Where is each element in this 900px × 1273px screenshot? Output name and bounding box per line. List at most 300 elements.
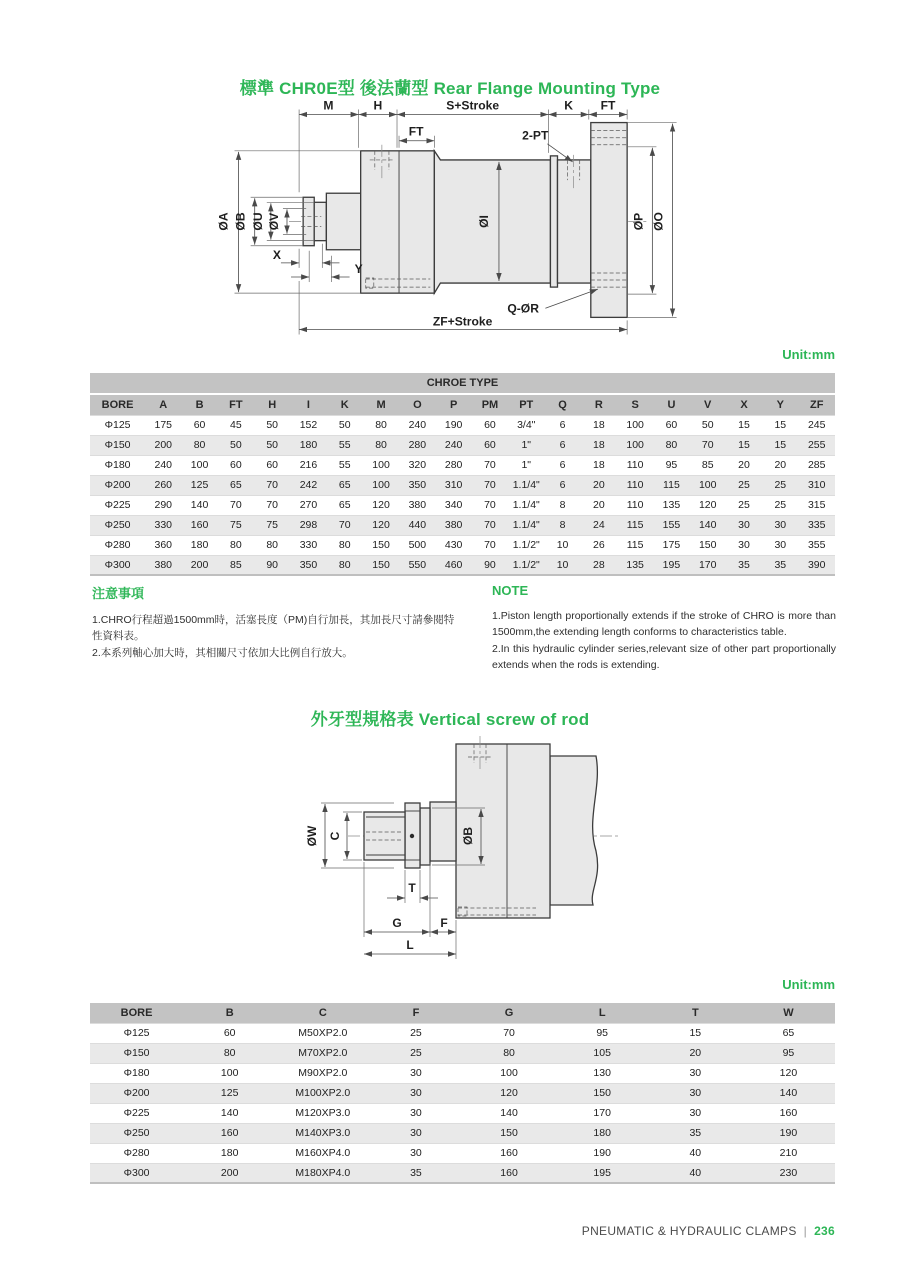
table-cell: 105	[556, 1043, 649, 1063]
dim-label-ov: ØV	[266, 212, 281, 231]
table-cell: 30	[762, 515, 798, 535]
notes-chinese	[92, 583, 464, 661]
table-cell: 35	[726, 555, 762, 575]
table-cell: Φ200	[90, 475, 145, 495]
dim-label-oo: ØO	[651, 212, 666, 231]
rear-flange	[591, 123, 627, 318]
dim-label-ob: ØB	[233, 212, 248, 231]
table-cell: 150	[556, 1083, 649, 1103]
table-cell: 60	[653, 415, 689, 435]
table-row	[90, 1143, 835, 1163]
dim-label-oa: ØA	[216, 212, 231, 231]
table-cell: 120	[363, 515, 399, 535]
column-header: V	[690, 395, 726, 415]
column-header: PT	[508, 395, 544, 415]
table-cell: 70	[472, 515, 508, 535]
table-row	[90, 1163, 835, 1183]
table-cell: 90	[472, 555, 508, 575]
table-cell: 60	[472, 415, 508, 435]
table-cell: 70	[218, 495, 254, 515]
table-cell: M180XP4.0	[276, 1163, 369, 1183]
table-cell: 240	[145, 455, 181, 475]
set-pin	[410, 834, 414, 838]
table-cell: 20	[762, 455, 798, 475]
footer-text: PNEUMATIC & HYDRAULIC CLAMPS	[581, 1224, 797, 1238]
column-header: M	[363, 395, 399, 415]
column-header: BORE	[90, 1003, 183, 1023]
table-cell: 1.1/2"	[508, 535, 544, 555]
dim-label-2pt: 2-PT	[522, 128, 549, 143]
column-header: C	[276, 1003, 369, 1023]
notes-chinese-line1: 1.CHRO行程超過1500mm時，活塞長度（PM)自行加長，其加長尺寸請參閱特性資料表。	[92, 614, 455, 643]
table-cell: 350	[290, 555, 326, 575]
table-cell: 298	[290, 515, 326, 535]
table-cell: 65	[742, 1023, 835, 1043]
table-cell: 26	[581, 535, 617, 555]
table-cell: 8	[544, 515, 580, 535]
table-cell: 100	[617, 435, 653, 455]
table-cell: 315	[798, 495, 835, 515]
table-cell: 25	[726, 475, 762, 495]
rod-step	[314, 202, 326, 240]
table-cell: 270	[290, 495, 326, 515]
cylinder-barrel	[550, 756, 598, 905]
table-cell: 280	[399, 435, 435, 455]
table-cell: 80	[218, 535, 254, 555]
table-cell: 10	[544, 555, 580, 575]
table-cell: 15	[762, 415, 798, 435]
table-cell: 35	[762, 555, 798, 575]
rod-screw-diagram	[290, 733, 650, 963]
table-cell: 50	[254, 415, 290, 435]
table-cell: 80	[327, 555, 363, 575]
dim-label-h: H	[373, 98, 383, 113]
screw-spec-table-section	[90, 1003, 835, 1184]
table-cell: 1"	[508, 435, 544, 455]
table-cell: Φ125	[90, 1023, 183, 1043]
table-cell: M90XP2.0	[276, 1063, 369, 1083]
table-cell: Φ180	[90, 1063, 183, 1083]
table-cell: 100	[363, 455, 399, 475]
rod-neck	[430, 802, 456, 861]
table-cell: 440	[399, 515, 435, 535]
dim-label-f: F	[440, 916, 448, 930]
table-cell: 1.1/4"	[508, 515, 544, 535]
table-cell: 135	[617, 555, 653, 575]
table-cell: 6	[544, 455, 580, 475]
table-cell: 25	[369, 1023, 462, 1043]
table-cell: 550	[399, 555, 435, 575]
table-cell: 390	[798, 555, 835, 575]
notes-english	[492, 583, 836, 673]
table-cell: 18	[581, 455, 617, 475]
column-header: O	[399, 395, 435, 415]
table-cell: 160	[183, 1123, 276, 1143]
table-cell: 65	[327, 495, 363, 515]
table-cell: 30	[369, 1083, 462, 1103]
table-header-row	[90, 1003, 835, 1023]
table-cell: Φ125	[90, 415, 145, 435]
notes-english-line1: 1.Piston length proportionally extends if the stroke of CHRO is more than 1500mm,the extending length conforms to characteristics table.	[492, 610, 836, 639]
table-cell: 50	[218, 435, 254, 455]
table-cell: 340	[436, 495, 472, 515]
dim-label-x: X	[272, 247, 281, 262]
table-cell: Φ250	[90, 1123, 183, 1143]
table-cell: 30	[649, 1103, 742, 1123]
table-cell: 30	[369, 1123, 462, 1143]
table-cell: 80	[463, 1043, 556, 1063]
table-cell: 115	[617, 515, 653, 535]
table-cell: 3/4"	[508, 415, 544, 435]
table-cell: 430	[436, 535, 472, 555]
table-cell: 380	[436, 515, 472, 535]
table-cell: 100	[363, 475, 399, 495]
table-cell: Φ150	[90, 435, 145, 455]
seal-ring	[550, 156, 557, 287]
table-cell: 70	[254, 495, 290, 515]
table-cell: 180	[556, 1123, 649, 1143]
table-cell: 110	[617, 475, 653, 495]
head-block	[361, 151, 435, 293]
table-cell: 60	[254, 455, 290, 475]
table-cell: 310	[436, 475, 472, 495]
rod-end-cap	[303, 197, 314, 245]
table-cell: 216	[290, 455, 326, 475]
table-cell: 240	[399, 415, 435, 435]
table-cell: 30	[369, 1063, 462, 1083]
table-cell: 6	[544, 435, 580, 455]
dim-label-qor: Q-ØR	[507, 301, 539, 316]
dim-label-ou: ØU	[250, 212, 265, 231]
table-cell: 30	[726, 515, 762, 535]
dim-label-ow: ØW	[305, 825, 319, 847]
table-cell: 35	[649, 1123, 742, 1143]
table-row	[90, 1103, 835, 1123]
dim-label-k: K	[564, 98, 573, 113]
table-cell: 6	[544, 415, 580, 435]
chroe-type-table-section	[90, 373, 835, 576]
notes-chinese-title: 注意事項	[92, 586, 145, 601]
table-cell: 85	[690, 455, 726, 475]
table-cell: 25	[762, 495, 798, 515]
table-row	[90, 1043, 835, 1063]
table-cell: 100	[181, 455, 217, 475]
column-header: R	[581, 395, 617, 415]
table-row	[90, 515, 835, 535]
table-cell: 30	[369, 1103, 462, 1123]
page-number: 236	[814, 1224, 835, 1238]
table-cell: 120	[463, 1083, 556, 1103]
column-header: H	[254, 395, 290, 415]
table-header-row	[90, 395, 835, 415]
table-cell: 100	[690, 475, 726, 495]
table-cell: 1"	[508, 455, 544, 475]
table-cell: 135	[653, 495, 689, 515]
table-cell: 130	[556, 1063, 649, 1083]
cylinder-body	[434, 151, 550, 293]
table-cell: 30	[369, 1143, 462, 1163]
rod-shoulder	[326, 193, 360, 250]
table-cell: 70	[472, 495, 508, 515]
notes-chinese-line2: 2.本系列軸心加大時，其相關尺寸依加大比例自行放大。	[92, 646, 353, 659]
table-row	[90, 415, 835, 435]
table-cell: 20	[581, 475, 617, 495]
column-header: FT	[218, 395, 254, 415]
table-cell: 100	[463, 1063, 556, 1083]
table-cell: 245	[798, 415, 835, 435]
table-row	[90, 1123, 835, 1143]
column-header: Y	[762, 395, 798, 415]
dim-label-ft-inner: FT	[408, 124, 424, 139]
table-cell: 1.1/4"	[508, 475, 544, 495]
table-cell: M70XP2.0	[276, 1043, 369, 1063]
page-footer	[582, 1224, 835, 1238]
table-cell: 1.1/2"	[508, 555, 544, 575]
column-header: U	[653, 395, 689, 415]
dim-label-t: T	[408, 881, 416, 895]
table-row	[90, 535, 835, 555]
section1-title: 標準 CHR0E型 後法蘭型 Rear Flange Mounting Type	[239, 79, 661, 98]
table-cell: 40	[649, 1143, 742, 1163]
table-cell: 100	[617, 415, 653, 435]
cylinder-section-diagram	[180, 98, 720, 348]
column-header: BORE	[90, 395, 145, 415]
table-cell: 190	[742, 1123, 835, 1143]
table-cell: 125	[181, 475, 217, 495]
table-cell: 115	[653, 475, 689, 495]
table-cell: 80	[181, 435, 217, 455]
table-cell: 115	[617, 535, 653, 555]
table-cell: 280	[436, 455, 472, 475]
table-cell: 90	[254, 555, 290, 575]
table-cell: 180	[290, 435, 326, 455]
table-cell: 60	[183, 1023, 276, 1043]
table-cell: 290	[145, 495, 181, 515]
table-cell: 360	[145, 535, 181, 555]
table-cell: 10	[544, 535, 580, 555]
table-cell: 70	[690, 435, 726, 455]
table-cell: 170	[690, 555, 726, 575]
table-cell: 330	[145, 515, 181, 535]
table-cell: 120	[690, 495, 726, 515]
table-cell: 80	[254, 535, 290, 555]
dim-label-oi: ØI	[476, 215, 491, 228]
table-cell: 210	[742, 1143, 835, 1163]
table-row	[90, 1063, 835, 1083]
table-cell: 55	[327, 455, 363, 475]
screw-spec-table	[90, 1003, 835, 1184]
table-cell: 355	[798, 535, 835, 555]
table-cell: 180	[183, 1143, 276, 1163]
table-cell: 20	[726, 455, 762, 475]
column-header: F	[369, 1003, 462, 1023]
column-header: I	[290, 395, 326, 415]
table-cell: 55	[327, 435, 363, 455]
column-header: PM	[472, 395, 508, 415]
section2-title: 外牙型規格表 Vertical screw of rod	[310, 710, 590, 729]
table-cell: 50	[690, 415, 726, 435]
column-header: K	[327, 395, 363, 415]
table-cell: 140	[463, 1103, 556, 1123]
table-cell: 70	[472, 475, 508, 495]
table-cell: 190	[556, 1143, 649, 1163]
dim-label-y: Y	[354, 261, 363, 276]
table-cell: 80	[653, 435, 689, 455]
table-cell: 80	[363, 435, 399, 455]
table1-title-band: CHROE TYPE	[90, 373, 835, 393]
table-cell: 100	[183, 1063, 276, 1083]
table-cell: 350	[399, 475, 435, 495]
table-cell: 60	[181, 415, 217, 435]
table-cell: 150	[363, 535, 399, 555]
table-cell: 30	[649, 1083, 742, 1103]
dim-label-op: ØP	[631, 212, 646, 231]
table-cell: 150	[463, 1123, 556, 1143]
table-cell: 45	[218, 415, 254, 435]
table-row	[90, 475, 835, 495]
table-cell: 8	[544, 495, 580, 515]
column-header: S	[617, 395, 653, 415]
table-cell: Φ300	[90, 555, 145, 575]
table-cell: Φ280	[90, 535, 145, 555]
dim-label-ob2: ØB	[461, 827, 475, 845]
table-cell: 140	[742, 1083, 835, 1103]
rod-screw-drawing	[290, 733, 650, 963]
table-cell: 175	[653, 535, 689, 555]
table-cell: 20	[649, 1043, 742, 1063]
table-cell: 65	[327, 475, 363, 495]
table-cell: 160	[742, 1103, 835, 1123]
table-cell: 40	[649, 1163, 742, 1183]
notes-english-title: NOTE	[492, 583, 529, 598]
unit-label-2: Unit:mm	[782, 977, 835, 992]
column-header: B	[183, 1003, 276, 1023]
threaded-end	[364, 812, 405, 860]
table-cell: 140	[690, 515, 726, 535]
table-cell: Φ280	[90, 1143, 183, 1163]
column-header: A	[145, 395, 181, 415]
table-row	[90, 1083, 835, 1103]
table-cell: 15	[762, 435, 798, 455]
table-row	[90, 1023, 835, 1043]
table-cell: 120	[363, 495, 399, 515]
table-cell: 80	[327, 535, 363, 555]
table-cell: 65	[218, 475, 254, 495]
column-header: T	[649, 1003, 742, 1023]
table-cell: Φ200	[90, 1083, 183, 1103]
table-cell: 150	[363, 555, 399, 575]
table-cell: 160	[463, 1143, 556, 1163]
table-cell: 35	[369, 1163, 462, 1183]
table-cell: 70	[463, 1023, 556, 1043]
rear-neck	[557, 160, 590, 283]
table-cell: 75	[218, 515, 254, 535]
table-cell: 242	[290, 475, 326, 495]
table-cell: 1.1/4"	[508, 495, 544, 515]
table-cell: 240	[436, 435, 472, 455]
table-cell: 25	[762, 475, 798, 495]
table-cell: 330	[290, 535, 326, 555]
dim-label-g: G	[392, 916, 402, 930]
table-cell: Φ225	[90, 495, 145, 515]
table-cell: 260	[145, 475, 181, 495]
table-cell: 15	[726, 435, 762, 455]
column-header: L	[556, 1003, 649, 1023]
table-cell: 255	[798, 435, 835, 455]
table-cell: 195	[556, 1163, 649, 1183]
table-cell: M120XP3.0	[276, 1103, 369, 1123]
table-cell: 24	[581, 515, 617, 535]
table-cell: 175	[145, 415, 181, 435]
table-cell: M140XP3.0	[276, 1123, 369, 1143]
table-cell: 80	[183, 1043, 276, 1063]
table-cell: 160	[181, 515, 217, 535]
rear-flange-cylinder-drawing	[180, 98, 720, 348]
table-cell: 200	[183, 1163, 276, 1183]
table-cell: 380	[145, 555, 181, 575]
table-cell: 500	[399, 535, 435, 555]
table-cell: Φ180	[90, 455, 145, 475]
column-header: B	[181, 395, 217, 415]
table-cell: 200	[181, 555, 217, 575]
table-cell: 30	[726, 535, 762, 555]
column-header: Q	[544, 395, 580, 415]
table-cell: 85	[218, 555, 254, 575]
table-cell: 95	[653, 455, 689, 475]
table-cell: M100XP2.0	[276, 1083, 369, 1103]
table-cell: 60	[218, 455, 254, 475]
table-cell: 15	[649, 1023, 742, 1043]
table-row	[90, 455, 835, 475]
table-cell: 95	[742, 1043, 835, 1063]
table-cell: Φ225	[90, 1103, 183, 1123]
table-cell: 160	[463, 1163, 556, 1183]
table-cell: 320	[399, 455, 435, 475]
table-cell: 25	[369, 1043, 462, 1063]
table-cell: M50XP2.0	[276, 1023, 369, 1043]
unit-label-1: Unit:mm	[782, 347, 835, 362]
table-cell: 195	[653, 555, 689, 575]
table-cell: 170	[556, 1103, 649, 1123]
table-cell: 120	[742, 1063, 835, 1083]
table-cell: 335	[798, 515, 835, 535]
table-cell: Φ250	[90, 515, 145, 535]
table-cell: 70	[472, 455, 508, 475]
table-cell: 190	[436, 415, 472, 435]
table-cell: 30	[649, 1063, 742, 1083]
column-header: P	[436, 395, 472, 415]
table-cell: 180	[181, 535, 217, 555]
table-cell: 200	[145, 435, 181, 455]
table-cell: 110	[617, 455, 653, 475]
table-cell: 28	[581, 555, 617, 575]
table-cell: 70	[254, 475, 290, 495]
table-cell: 50	[327, 415, 363, 435]
table-cell: 150	[690, 535, 726, 555]
dim-label-m: M	[323, 98, 334, 113]
table-cell: 70	[472, 535, 508, 555]
table-cell: 140	[181, 495, 217, 515]
table-cell: 50	[254, 435, 290, 455]
table-cell: 30	[762, 535, 798, 555]
table-cell: 230	[742, 1163, 835, 1183]
table-cell: 18	[581, 415, 617, 435]
column-header: X	[726, 395, 762, 415]
table-row	[90, 495, 835, 515]
table-cell: 152	[290, 415, 326, 435]
table-cell: 70	[327, 515, 363, 535]
table-cell: 380	[399, 495, 435, 515]
